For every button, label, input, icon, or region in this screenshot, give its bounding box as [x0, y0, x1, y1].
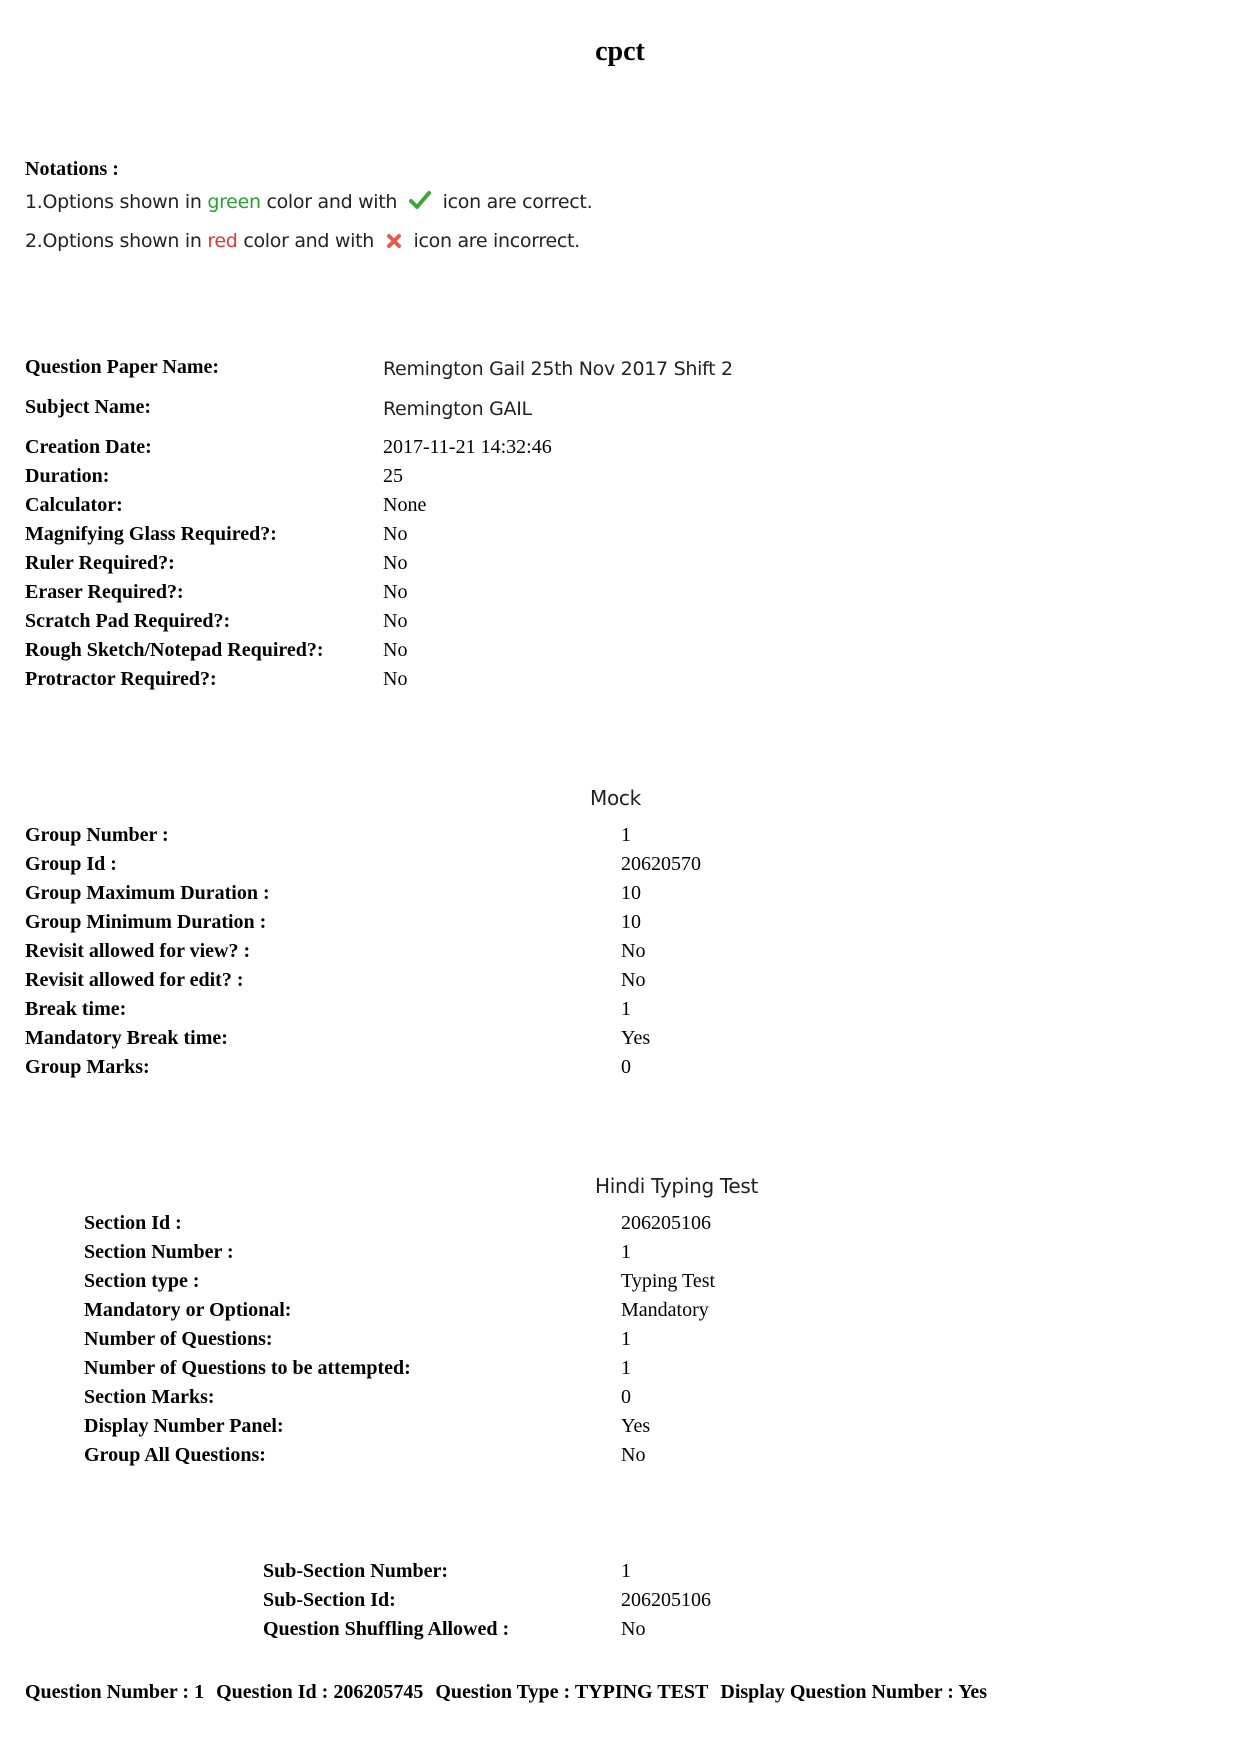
paper-info-value: No: [383, 523, 408, 545]
group-info-label: Group Maximum Duration :: [25, 882, 270, 904]
notation-incorrect-prefix: 2.Options shown in: [25, 230, 208, 252]
section-info-value: 0: [621, 1386, 631, 1408]
paper-info-label: Eraser Required?:: [25, 581, 184, 603]
section-info-value: 1: [621, 1328, 631, 1350]
notation-green-word: green: [207, 191, 261, 213]
paper-info-label: Creation Date:: [25, 436, 152, 458]
paper-info-value: Remington Gail 25th Nov 2017 Shift 2: [383, 358, 733, 380]
group-info-value: 1: [621, 998, 631, 1020]
section-info-label: Number of Questions:: [84, 1328, 273, 1350]
section-heading: Hindi Typing Test: [595, 1174, 759, 1198]
group-info-label: Break time:: [25, 998, 127, 1020]
paper-info-value: No: [383, 610, 408, 632]
group-info-value: No: [621, 969, 646, 991]
subsection-info-value: 1: [621, 1560, 631, 1582]
notation-correct: [25, 190, 592, 215]
group-info-value: 20620570: [621, 853, 701, 875]
subsection-info-value: 206205106: [621, 1589, 711, 1611]
group-info-label: Revisit allowed for edit? :: [25, 969, 244, 991]
question-summary: [25, 1681, 987, 1704]
section-info-value: 1: [621, 1357, 631, 1379]
group-info-value: 0: [621, 1056, 631, 1078]
notations-heading: Notations :: [25, 158, 119, 180]
paper-info-label: Duration:: [25, 465, 110, 487]
section-info-label: Group All Questions:: [84, 1444, 266, 1466]
paper-info-label: Calculator:: [25, 494, 123, 516]
document-title: cpct: [595, 36, 645, 67]
group-info-value: 10: [621, 911, 641, 933]
subsection-info-value: No: [621, 1618, 646, 1640]
paper-info-value: No: [383, 581, 408, 603]
section-info-label: Section Id :: [84, 1212, 182, 1234]
paper-info-label: Question Paper Name:: [25, 356, 220, 378]
section-info-value: Mandatory: [621, 1299, 709, 1321]
notation-incorrect: [25, 230, 580, 254]
subsection-info-label: Sub-Section Number:: [263, 1560, 449, 1582]
paper-info-value: Remington GAIL: [383, 398, 532, 420]
subsection-info-label: Question Shuffling Allowed :: [263, 1618, 510, 1640]
section-info-label: Number of Questions to be attempted:: [84, 1357, 411, 1379]
paper-info-value: No: [383, 639, 408, 661]
question-number: Question Number : 1: [25, 1681, 205, 1703]
section-info-label: Section Number :: [84, 1241, 234, 1263]
notation-incorrect-suffix: icon are incorrect.: [407, 230, 580, 252]
paper-info-label: Rough Sketch/Notepad Required?:: [25, 639, 324, 661]
paper-info-value: No: [383, 668, 408, 690]
paper-info-value: 2017-11-21 14:32:46: [383, 436, 552, 458]
group-info-label: Group Minimum Duration :: [25, 911, 267, 933]
paper-info-label: Ruler Required?:: [25, 552, 175, 574]
question-id: Question Id : 206205745: [216, 1681, 424, 1703]
section-info-value: No: [621, 1444, 646, 1466]
notation-red-word: red: [207, 230, 238, 252]
paper-info-label: Scratch Pad Required?:: [25, 610, 231, 632]
section-info-value: Yes: [621, 1415, 651, 1437]
notation-correct-prefix: 1.Options shown in: [25, 191, 208, 213]
section-info-value: 1: [621, 1241, 631, 1263]
paper-info-label: Subject Name:: [25, 396, 152, 418]
section-info-label: Mandatory or Optional:: [84, 1299, 292, 1321]
paper-info-label: Magnifying Glass Required?:: [25, 523, 277, 545]
notation-correct-middle: color and with: [260, 191, 403, 213]
group-info-label: Group Id :: [25, 853, 117, 875]
paper-info-label: Protractor Required?:: [25, 668, 217, 690]
check-icon: [409, 190, 431, 215]
group-heading: Mock: [590, 786, 641, 810]
section-info-value: 206205106: [621, 1212, 711, 1234]
group-info-value: 1: [621, 824, 631, 846]
notation-incorrect-middle: color and with: [237, 230, 380, 252]
paper-info-value: 25: [383, 465, 403, 487]
group-info-label: Mandatory Break time:: [25, 1027, 228, 1049]
group-info-value: 10: [621, 882, 641, 904]
notation-correct-suffix: icon are correct.: [436, 191, 593, 213]
section-info-label: Section type :: [84, 1270, 200, 1292]
question-type: Question Type : TYPING TEST: [435, 1681, 709, 1703]
paper-info-value: No: [383, 552, 408, 574]
section-info-value: Typing Test: [621, 1270, 716, 1292]
group-info-label: Revisit allowed for view? :: [25, 940, 251, 962]
group-info-value: Yes: [621, 1027, 651, 1049]
group-info-value: No: [621, 940, 646, 962]
group-info-label: Group Number :: [25, 824, 169, 846]
subsection-info-label: Sub-Section Id:: [263, 1589, 396, 1611]
group-info-label: Group Marks:: [25, 1056, 150, 1078]
section-info-label: Section Marks:: [84, 1386, 215, 1408]
paper-info-value: None: [383, 494, 427, 516]
display-question-number: Display Question Number : Yes: [720, 1681, 988, 1703]
section-info-label: Display Number Panel:: [84, 1415, 284, 1437]
cross-icon: [386, 232, 402, 254]
